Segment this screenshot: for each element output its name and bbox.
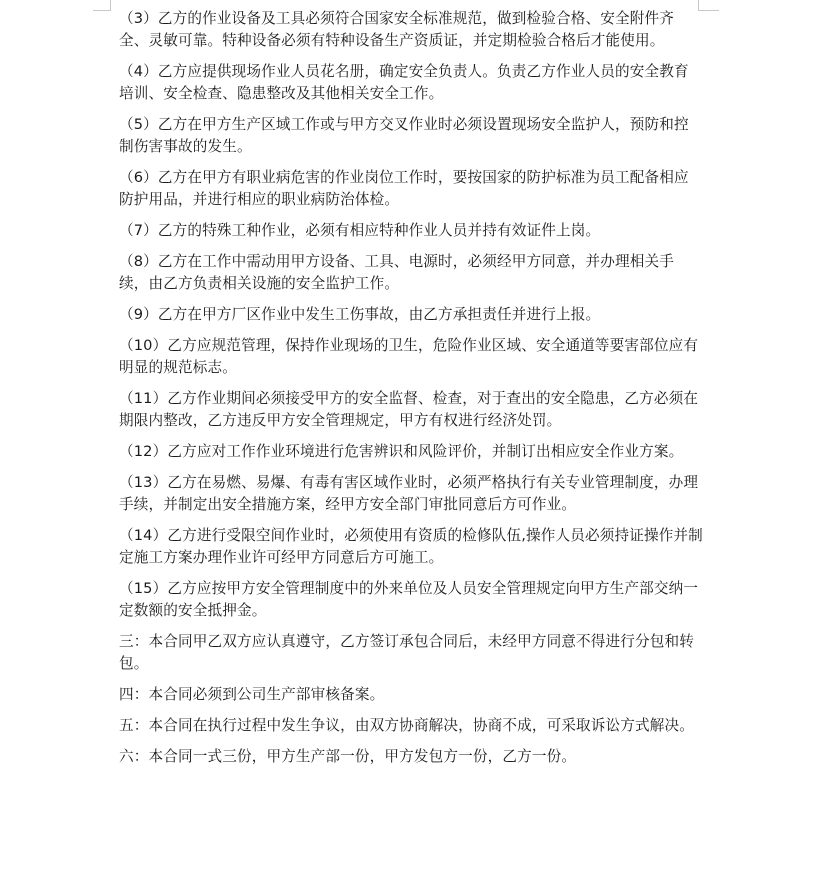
clause-9: （9）乙方在甲方厂区作业中发生工伤事故，由乙方承担责任并进行上报。 xyxy=(119,306,601,323)
clause-7: （7）乙方的特殊工种作业，必须有相应特种作业人员并持有效证件上岗。 xyxy=(119,222,601,239)
clause-13: （13）乙方在易燃、易爆、有毒有害区域作业时，必须严格执行有关专业管理制度，办理手续，并制定出安全措施方案，经甲方安全部门审批同意后方可作业。 xyxy=(119,474,699,513)
section-five: 五：本合同在执行过程中发生争议，由双方协商解决，协商不成，可采取诉讼方式解决。 xyxy=(119,717,695,734)
clause-5: （5）乙方在甲方生产区域工作或与甲方交叉作业时必须设置现场安全监护人，预防和控制伤害事故的发生。 xyxy=(119,116,689,155)
clause-14: （14）乙方进行受限空间作业时，必须使用有资质的检修队伍,操作人员必须持证操作并制定施工方案办理作业许可经甲方同意后方可施工。 xyxy=(119,527,703,566)
clause-6: （6）乙方在甲方有职业病危害的作业岗位工作时，要按国家的防护标准为员工配备相应防护用品，并进行相应的职业病防治体检。 xyxy=(119,169,689,208)
page-corner-mark-left xyxy=(93,0,111,11)
clause-15: （15）乙方应按甲方安全管理制度中的外来单位及人员安全管理规定向甲方生产部交纳一定数额的安全抵押金。 xyxy=(119,580,699,619)
document-body xyxy=(119,8,703,777)
section-four: 四：本合同必须到公司生产部审核备案。 xyxy=(119,686,385,703)
clause-12: （12）乙方应对工作作业环境进行危害辨识和风险评价，并制订出相应安全作业方案。 xyxy=(119,443,684,460)
section-six: 六：本合同一式三份，甲方生产部一份，甲方发包方一份，乙方一份。 xyxy=(119,748,577,765)
clause-3: （3）乙方的作业设备及工具必须符合国家安全标准规范，做到检验合格、安全附件齐全、灵敏可靠。特种设备必须有特种设备生产资质证，并定期检验合格后才能使用。 xyxy=(119,10,674,49)
section-three: 三：本合同甲乙双方应认真遵守，乙方签订承包合同后，未经甲方同意不得进行分包和转包。 xyxy=(119,633,695,672)
clause-4: （4）乙方应提供现场作业人员花名册，确定安全负责人。负责乙方作业人员的安全教育培训、安全检查、隐患整改及其他相关安全工作。 xyxy=(119,63,689,102)
clause-10: （10）乙方应规范管理，保持作业现场的卫生，危险作业区域、安全通道等要害部位应有明显的规范标志。 xyxy=(119,337,699,376)
clause-8: （8）乙方在工作中需动用甲方设备、工具、电源时，必须经甲方同意，并办理相关手续，由乙方负责相关设施的安全监护工作。 xyxy=(119,253,674,292)
clause-11: （11）乙方作业期间必须接受甲方的安全监督、检查，对于查出的安全隐患，乙方必须在期限内整改，乙方违反甲方安全管理规定，甲方有权进行经济处罚。 xyxy=(119,390,699,429)
